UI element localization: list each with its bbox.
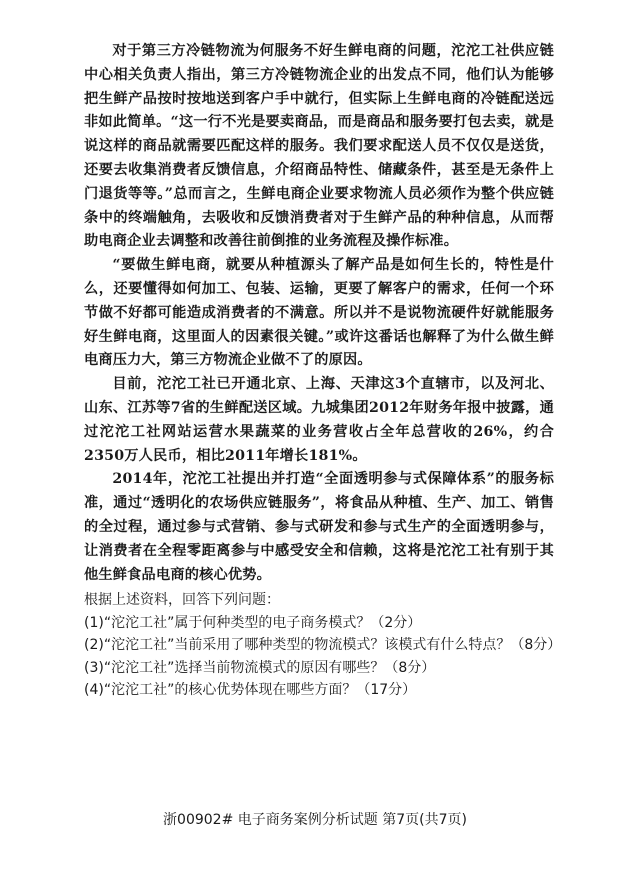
page-footer: 浙00902# 电子商务案例分析试题 第7页(共7页) [163, 812, 467, 828]
case-paragraph-4: 2014年，沱沱工社提出并打造“全面透明参与式保障体系”的服务标准，通过“透明化的农场供应链服务”，将食品从种植、生产、加工、销售的全过程，通过参与式营销、参与式研发和参与式生产的全面透明参与，让消费者在全程零距离参与中感受安全和信赖，这将是沱沱工社有别于其他生鲜食品电商的核心优势。 [84, 471, 554, 583]
case-paragraph-2: “要做生鲜电商，就要从种植源头了解产品是如何生长的，特性是什么，还要懂得如何加工、包装、运输，更要了解客户的需求，任何一个环节做不好都可能造成消费者的不满意。所以并不是说物流硬件好就能服务好生鲜电商，这里面人的因素很关键。”或许这番话也解释了为什么做生鲜电商压力大，第三方物流企业做不了的原因。 [84, 257, 554, 369]
question-item: (1)“沱沱工社”属于何种类型的电子商务模式？（2分） [84, 614, 422, 631]
question-list [84, 612, 562, 702]
question-item: (3)“沱沱工社”选择当前物流模式的原因有哪些？（8分） [84, 659, 436, 676]
question-item: (4)“沱沱工社”的核心优势体现在哪些方面？（17分） [84, 682, 417, 699]
case-paragraph-3: 目前，沱沱工社已开通北京、上海、天津这3个直辖市，以及河北、山东、江苏等7省的生鲜配送区域。九城集团2012年财务年报中披露，通过沱沱工社网站运营水果蔬菜的业务营收占全年总营收的26%，约合2350万人民币，相比2011年增长181%。 [84, 376, 554, 464]
case-paragraph-1: 对于第三方冷链物流为何服务不好生鲜电商的问题，沱沱工社供应链中心相关负责人指出，第三方冷链物流企业的出发点不同，他们认为能够把生鲜产品按时按地送到客户手中就行，但实际上生鲜电商的冷链配送远非如此简单。“这一行不光是要卖商品，而是商品和服务要打包去卖，就是说这样的商品就需要匹配这样的服务。我们要求配送人员不仅仅是送货，还要去收集消费者反馈信息，介绍商品特性、储藏条件，甚至是无条件上门退货等等。”总而言之，生鲜电商企业要求物流人员必须作为整个供应链条中的终端触角，去吸收和反馈消费者对于生鲜产品的种种信息，从而帮助电商企业去调整和改善往前倒推的业务流程及操作标准。 [84, 43, 554, 250]
case-content [84, 40, 562, 702]
question-item: (2)“沱沱工社”当前采用了哪种类型的物流模式？该模式有什么特点？（8分） [84, 637, 562, 654]
question-lead-in: 根据上述资料，回答下列问题： [84, 592, 280, 609]
